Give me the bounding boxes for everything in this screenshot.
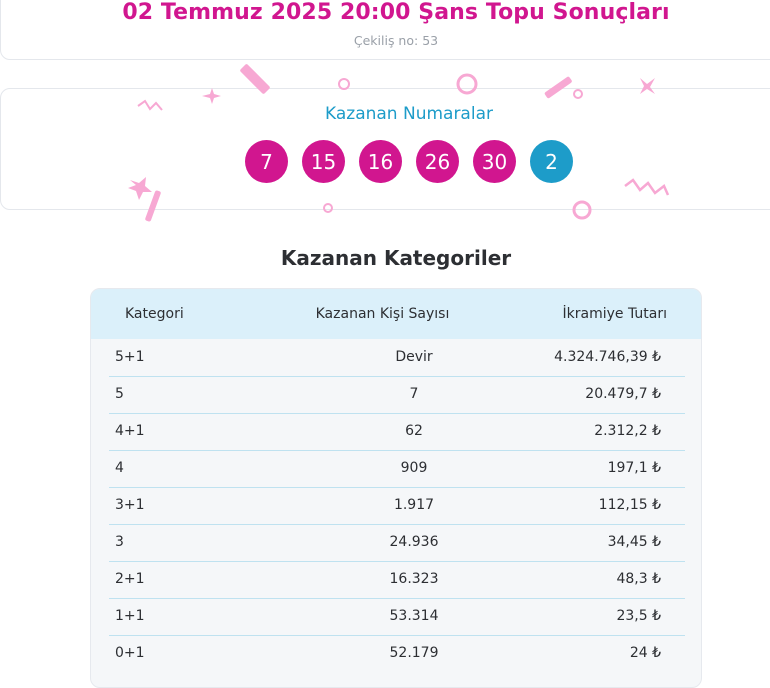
categories-heading: Kazanan Kategoriler: [280, 246, 512, 270]
table-row: [109, 413, 685, 451]
confetti-star: [202, 88, 221, 104]
cell-prize: 23,5 ₺: [616, 608, 661, 624]
confetti-ring: [458, 75, 476, 93]
cell-category: 4+1: [115, 423, 145, 439]
cell-category: 5: [115, 386, 124, 402]
cell-category: 0+1: [115, 645, 145, 661]
table-row: [109, 561, 685, 599]
number-ball: 15: [302, 140, 345, 183]
table-row: [109, 524, 685, 562]
confetti-ring: [574, 202, 590, 218]
cell-prize: 197,1 ₺: [607, 460, 661, 476]
cell-prize: 20.479,7 ₺: [585, 386, 661, 402]
table-row: [109, 487, 685, 525]
cell-winners: 16.323: [389, 571, 439, 587]
table-row: [109, 376, 685, 414]
cell-winners: 7: [409, 386, 419, 402]
table-header: [91, 289, 701, 339]
column-header-winners: Kazanan Kişi Sayısı: [315, 306, 450, 322]
cell-prize: 112,15 ₺: [598, 497, 661, 513]
table-row: [109, 450, 685, 488]
cell-winners: 1.917: [393, 497, 435, 513]
confetti-bar: [544, 76, 573, 99]
confetti-bar: [239, 63, 270, 94]
number-ball: 30: [473, 140, 516, 183]
cell-winners: 62: [405, 423, 423, 439]
column-header-category: Kategori: [125, 306, 184, 322]
column-header-prize: İkramiye Tutarı: [562, 306, 667, 322]
cell-category: 5+1: [115, 349, 145, 365]
cell-winners: 53.314: [389, 608, 439, 624]
confetti-bar: [145, 190, 162, 222]
winning-numbers-heading: Kazanan Numaralar: [325, 104, 493, 124]
cell-winners: Devir: [395, 349, 433, 365]
cell-category: 1+1: [115, 608, 145, 624]
page-title: 02 Temmuz 2025 20:00 Şans Topu Sonuçları: [122, 0, 670, 25]
table-row: [109, 339, 685, 377]
cell-winners: 52.179: [389, 645, 439, 661]
number-ball: 16: [359, 140, 402, 183]
number-ball: 7: [245, 140, 288, 183]
cell-category: 2+1: [115, 571, 145, 587]
cell-winners: 909: [400, 460, 428, 476]
table-row: [109, 635, 685, 672]
cell-category: 4: [115, 460, 124, 476]
cell-winners: 24.936: [389, 534, 439, 550]
cell-prize: 4.324.746,39 ₺: [554, 349, 661, 365]
confetti-zigzag: [625, 180, 668, 195]
table-row: [109, 598, 685, 636]
confetti-star: [128, 177, 152, 200]
draw-number: Çekiliş no: 53: [353, 33, 439, 48]
bonus-number-ball: 2: [530, 140, 573, 183]
cell-prize: 2.312,2 ₺: [594, 423, 661, 439]
confetti-ring: [324, 204, 332, 212]
confetti-ring: [574, 90, 582, 98]
cell-prize: 24 ₺: [629, 645, 661, 661]
cell-category: 3+1: [115, 497, 145, 513]
confetti-star: [640, 78, 655, 94]
categories-table: [90, 288, 702, 688]
number-ball: 26: [416, 140, 459, 183]
confetti-ring: [339, 79, 349, 89]
cell-category: 3: [115, 534, 124, 550]
cell-prize: 48,3 ₺: [616, 571, 661, 587]
cell-prize: 34,45 ₺: [607, 534, 661, 550]
